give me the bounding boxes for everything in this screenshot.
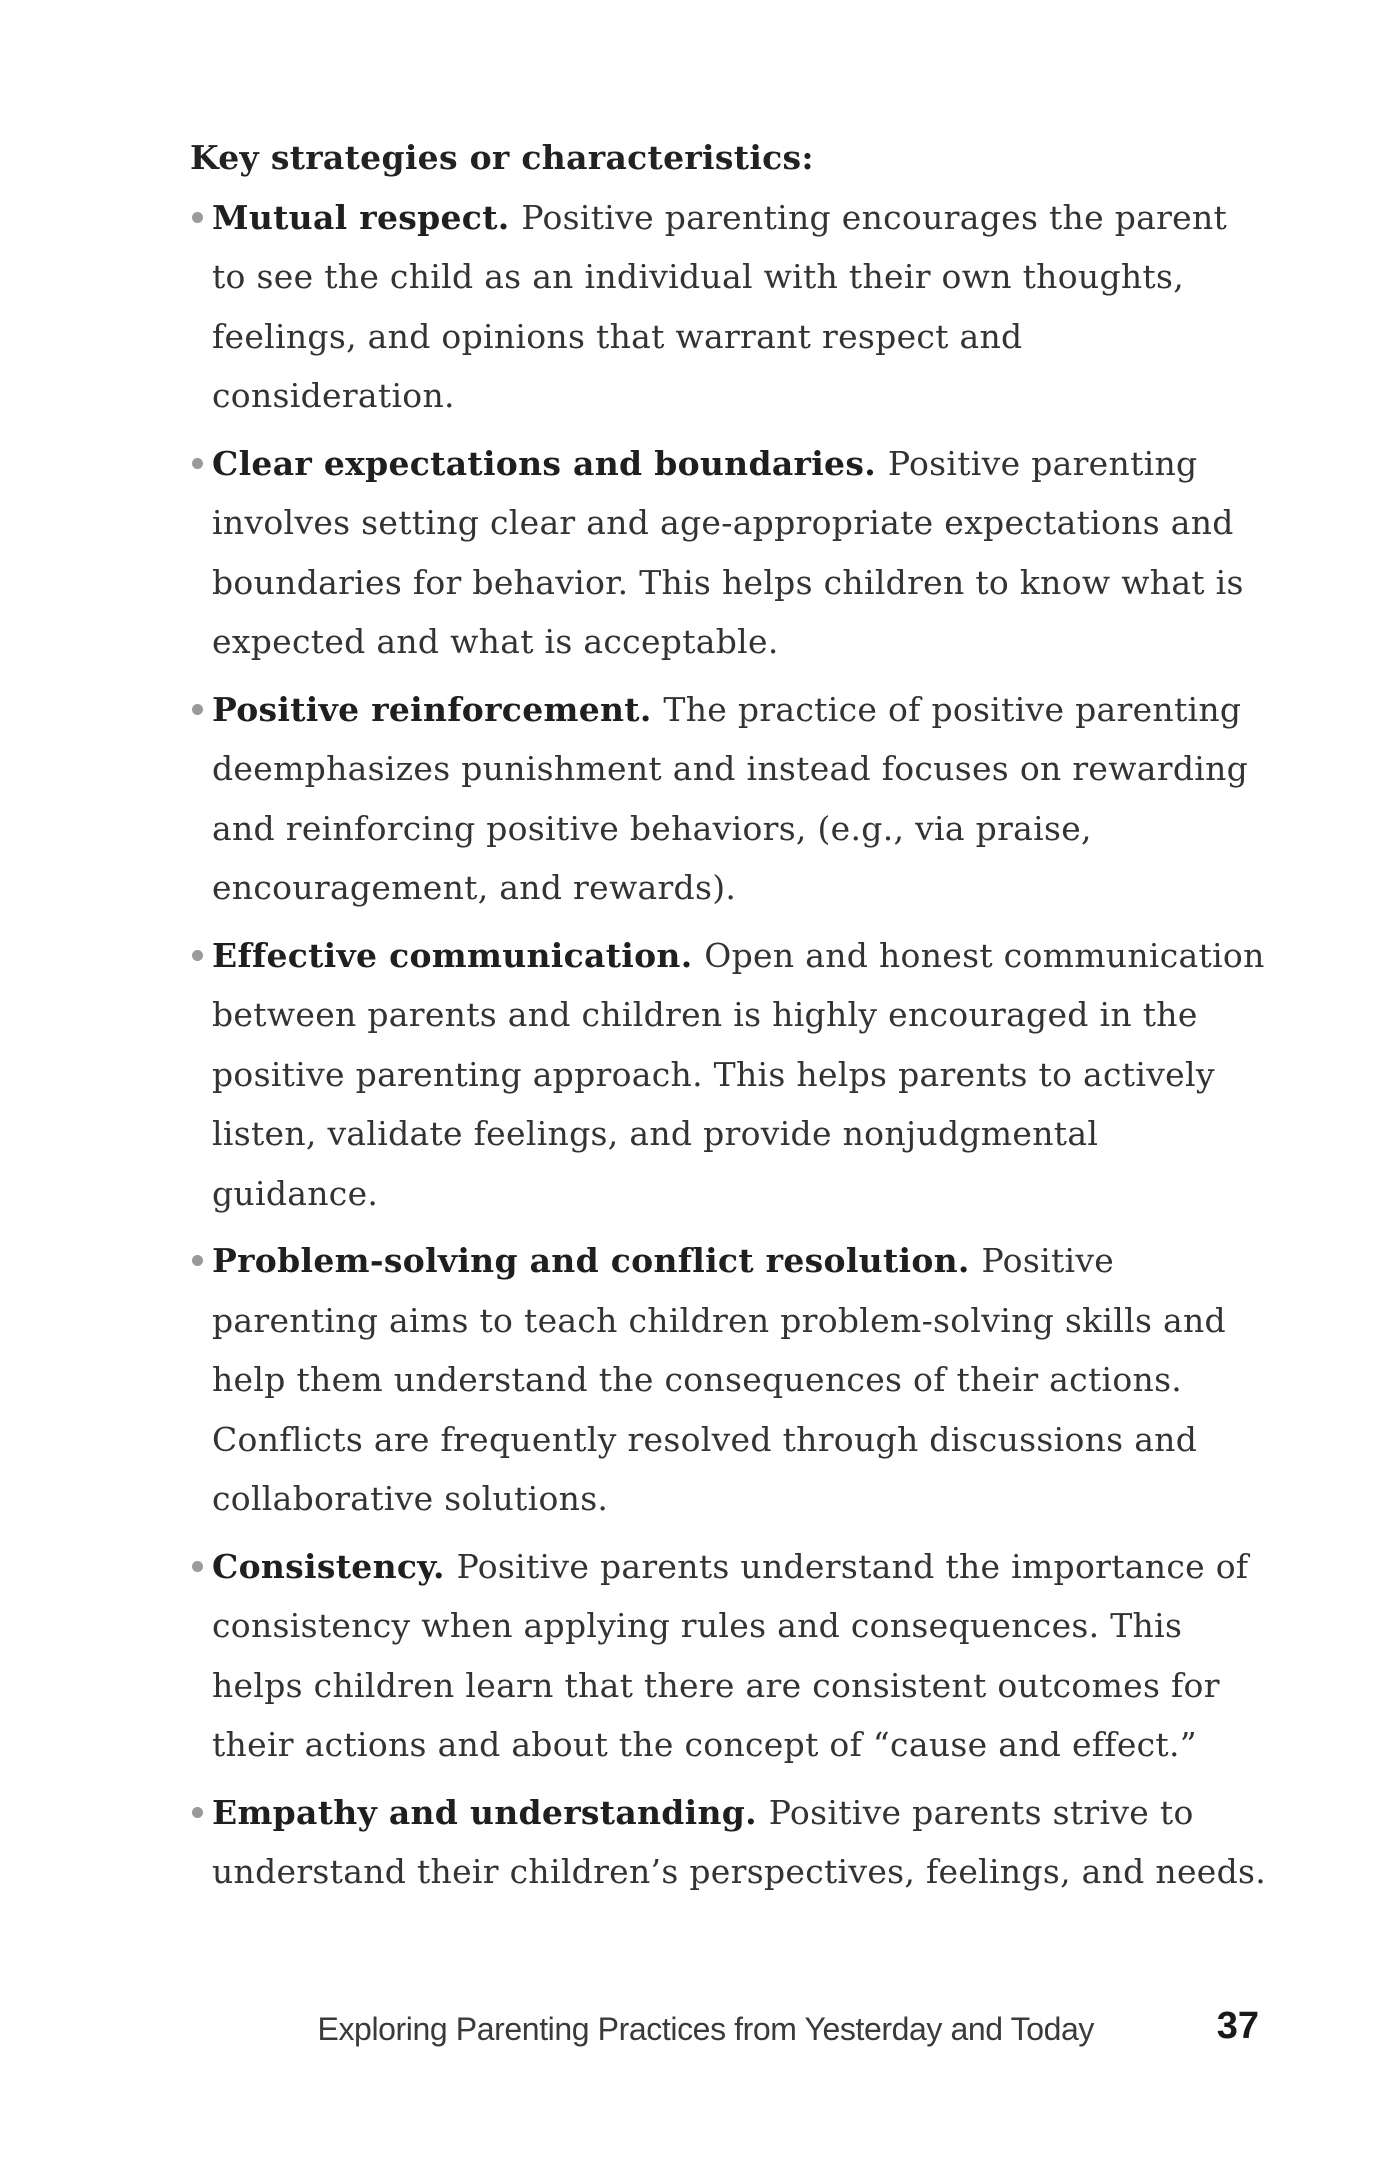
list-item xyxy=(190,926,1270,1224)
bullet-icon xyxy=(192,1807,203,1818)
section-heading: Key strategies or characteristics: xyxy=(190,138,814,177)
page-footer xyxy=(0,2005,1399,2055)
bullet-icon xyxy=(192,1561,203,1572)
list-item xyxy=(190,188,1270,426)
page-content xyxy=(190,128,1270,1910)
strategy-list xyxy=(190,188,1270,1902)
strategy-term: Clear expectations and boundaries. xyxy=(212,443,888,483)
page-number: 37 xyxy=(1216,2005,1259,2047)
bullet-icon xyxy=(192,950,203,961)
strategy-description: Positive parents understand the importance of consistency when applying rules and consequences. This helps children learn that there are consistent outcomes for their actions and about the concept of “cause and effect.” xyxy=(212,1546,1249,1764)
strategy-description: Positive parenting aims to teach children problem-solving skills and help them understand the consequences of their actions. Conflicts are frequently resolved through discussions and collaborative solutions. xyxy=(212,1241,1226,1518)
bullet-icon xyxy=(192,212,203,223)
strategy-term: Effective communication. xyxy=(212,935,705,975)
strategy-term: Consistency. xyxy=(212,1546,457,1586)
list-item xyxy=(190,434,1270,672)
strategy-description: The practice of positive parenting deemphasizes punishment and instead focuses on rewarding and reinforcing positive behaviors, (e.g., via praise, encouragement, and rewards). xyxy=(212,689,1249,907)
strategy-description: Open and honest communication between parents and children is highly encouraged in the positive parenting approach. This helps parents to actively listen, validate feelings, and provide nonjudgmental guidance. xyxy=(212,935,1265,1213)
strategy-description: Positive parenting involves setting clear and age-appropriate expectations and boundaries for behavior. This helps children to know what is expected and what is acceptable. xyxy=(212,443,1244,661)
bullet-icon xyxy=(192,704,203,715)
strategy-term: Mutual respect. xyxy=(212,197,522,237)
bullet-icon xyxy=(192,458,203,469)
list-item xyxy=(190,1783,1270,1902)
running-footer-title: Exploring Parenting Practices from Yesterday and Today xyxy=(317,2011,1094,2047)
strategy-term: Empathy and understanding. xyxy=(212,1792,769,1832)
strategy-description: Positive parents strive to understand their children’s perspectives, feelings, and needs. xyxy=(212,1792,1267,1891)
strategy-term: Positive reinforcement. xyxy=(212,689,664,729)
strategy-term: Problem-solving and conflict resolution. xyxy=(212,1241,982,1280)
list-item xyxy=(190,680,1270,918)
strategy-description: Positive parenting encourages the parent to see the child as an individual with their own thoughts, feelings, and opinions that warrant respect and consideration. xyxy=(212,197,1228,415)
list-item xyxy=(190,1231,1270,1529)
bullet-icon xyxy=(192,1255,203,1266)
list-item xyxy=(190,1537,1270,1775)
